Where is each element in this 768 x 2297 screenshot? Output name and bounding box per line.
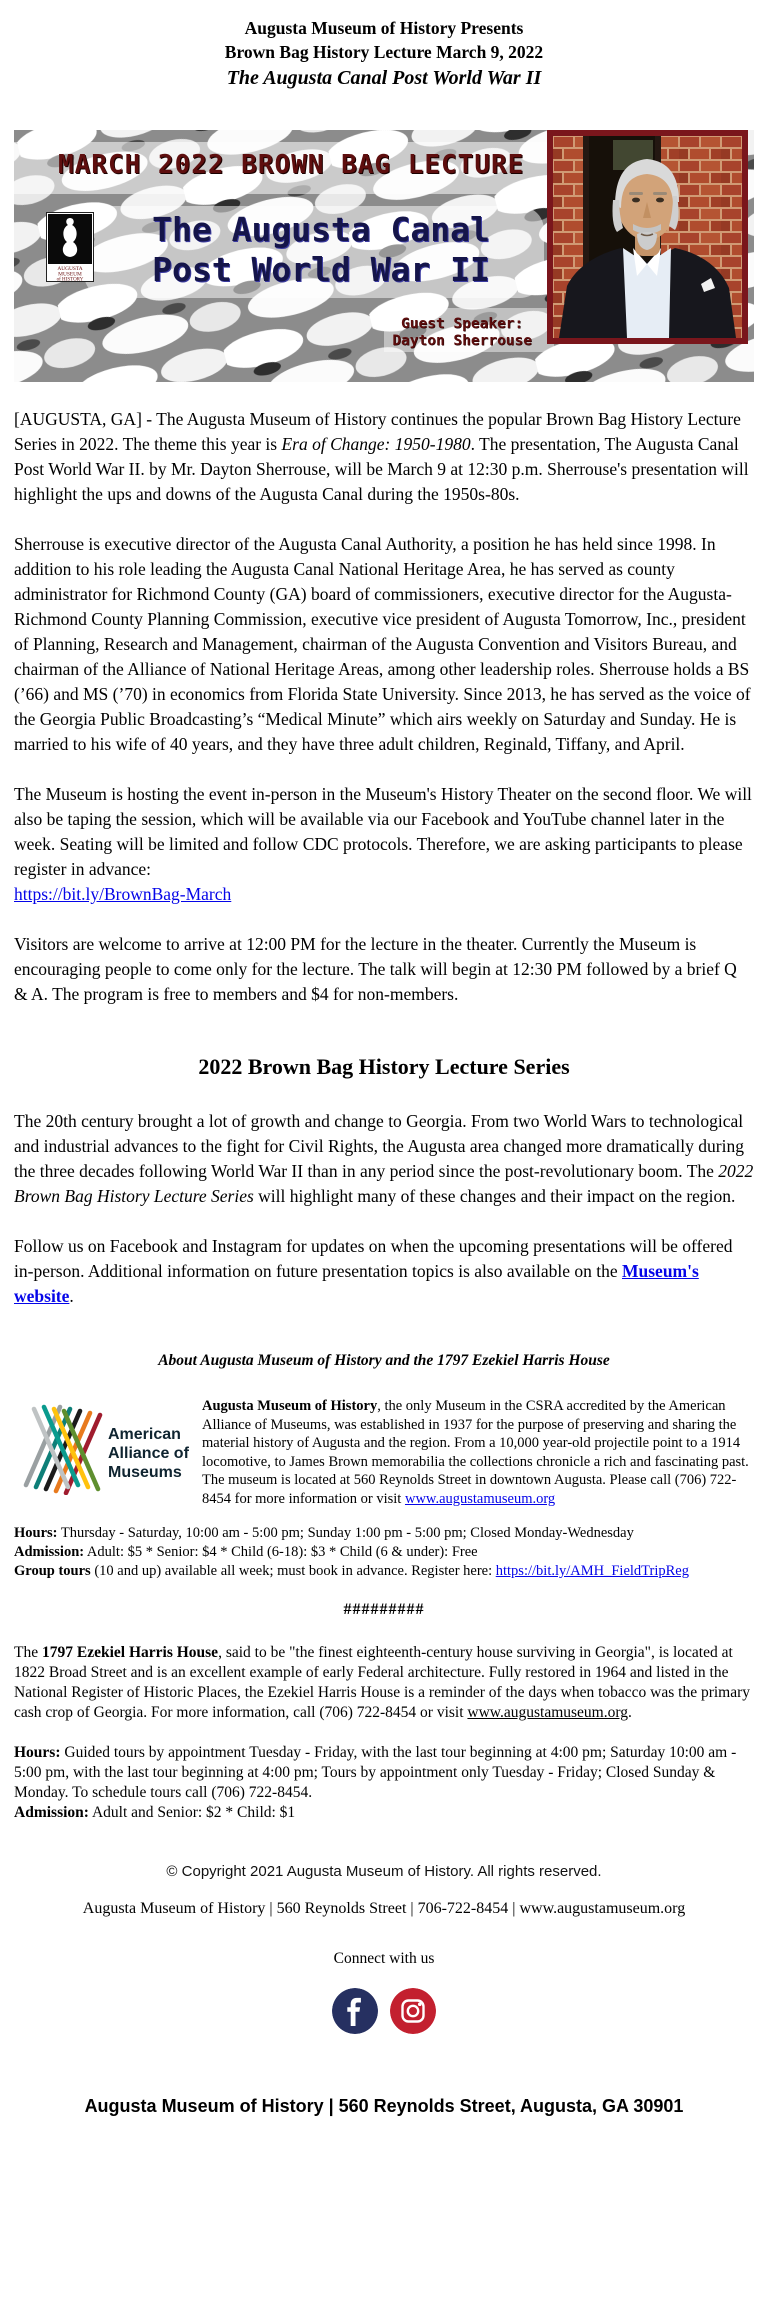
admission-text: Adult: $5 * Senior: $4 * Child (6-18): $3 * Child (6 & under): Free: [84, 1544, 478, 1560]
guest-speaker-label: Guest Speaker:: [401, 316, 524, 332]
harris-museum-url-link[interactable]: www.augustamuseum.org: [467, 1704, 628, 1721]
harris-hours-line: [14, 1743, 754, 1803]
museum-logo-line2: MUSEUM: [58, 271, 82, 278]
museum-admission-line: [14, 1543, 754, 1562]
harris-admission-text: Adult and Senior: $2 * Child: $1: [88, 1804, 296, 1821]
intro-paragraph-2: Sherrouse is executive director of the Augusta Canal Authority, a position he has held since 1998. In addition to his role leading the Augusta Canal National Heritage Area, he has served as county administrator for Richmond County (GA) board of commissioners, executive director for the Augusta-Richmond County Planning Commission, executive vice president of Augusta Tomorrow, Inc., president of Planning, Research and Management, chairman of the Augusta Convention and Visitors Bureau, and chairman of the Alliance of National Heritage Areas, among other leadership roles. Sherrouse holds a BS (’66) and MS (’70) in economics from Florida State University. Since 2013, he has served as the voice of the Georgia Public Broadcasting’s “Medical Minute” which airs weekly on Saturday and Sunday. He is married to his wife of 40 years, and they have three adult children, Reginald, Tiffany, and April.: [14, 534, 751, 754]
harris-text-post: .: [628, 1704, 632, 1721]
museum-group-tours-line: [14, 1562, 754, 1581]
banner-main-title-line2: Post World War II: [152, 250, 490, 289]
series-p1-italic: 2022 Brown Bag History Lecture Series: [14, 1161, 754, 1206]
section-divider: #########: [343, 1601, 425, 1618]
speaker-photo: [547, 130, 748, 344]
copyright-line: © Copyright 2021 Augusta Museum of History. All rights reserved.: [166, 1863, 602, 1880]
intro-paragraph-1: [14, 407, 754, 507]
hours-text: Thursday - Saturday, 10:00 am - 5:00 pm; Sunday 1:00 pm - 5:00 pm; Closed Monday-Wednesday: [57, 1525, 634, 1541]
harris-house-bold: 1797 Ezekiel Harris House: [41, 1644, 219, 1661]
harris-admission-label: Admission:: [14, 1804, 89, 1821]
museum-hours-block: [14, 1524, 754, 1581]
series-p2-text: Follow us on Facebook and Instagram for updates on when the upcoming presentations will be offered in-person. Additional information on future presentation topics is also available on the: [14, 1236, 733, 1281]
series-p1-text: The 20th century brought a lot of growth and change to Georgia. From two World Wars to technological and industrial advances to the fight for Civil Rights, the Augusta area changed more dramatically during the three decades following World War II than in any period since the post-revolutionary boom. The: [14, 1111, 744, 1181]
banner-main-title: [106, 210, 536, 290]
harris-text: , said to be "the finest eighteenth-century house surviving in Georgia", is located at 1822 Broad Street and is an excellent example of early Federal architecture. Fully restored in 1964 and listed in the National Register of Historic Places, the Ezekiel Harris House is a reminder of the days when tobacco was the primary cash crop of Georgia. For more information, call (706) 722-8454 or visit: [14, 1644, 751, 1721]
harris-hours-block: [14, 1743, 754, 1823]
about-museum-text: , the only Museum in the CSRA accredited by the American Alliance of Museums, was established in 1937 for the purpose of preserving and sharing the material history of Augusta and the region. From a 10,000 year-old projectile point to a 1914 locomotive, to James Brown memorabilia the collections chronicle a rich and fascinating past. The museum is located at 560 Reynolds Street in downtown Augusta. Please call (706) 722-8454 for more information or visit: [202, 1398, 749, 1507]
guest-speaker-caption: [392, 316, 532, 350]
hours-label: Hours:: [14, 1525, 58, 1541]
museum-hours-line: [14, 1524, 754, 1543]
harris-text-pre: The: [14, 1644, 42, 1661]
footer-address-line: Augusta Museum of History | 560 Reynolds Street, Augusta, GA 30901: [84, 2096, 684, 2116]
harris-house-paragraph: [14, 1643, 754, 1723]
aam-logo-line2: Alliance of: [108, 1445, 189, 1462]
p3-text: The Museum is hosting the event in-person in the Museum's History Theater on the second floor. We will also be taping the session, which will be available via our Facebook and YouTube channel later in the week. Seating will be limited and follow CDC protocols. Therefore, we are asking participants to please register in advance:: [14, 784, 752, 879]
intro-paragraph-4: Visitors are welcome to arrive at 12:00 PM for the lecture in the theater. Currently the Museum is encouraging people to come only for the lecture. The talk will begin at 12:30 PM followed by a brief Q & A. The program is free to members and $4 for non-members.: [14, 934, 737, 1004]
guest-speaker-name: Dayton Sherrouse: [392, 333, 532, 349]
about-museum-bold: Augusta Museum of History: [202, 1398, 378, 1414]
p1-text: [AUGUSTA, GA] - The Augusta Museum of History continues the popular Brown Bag History Lecture Series in 2022. The theme this year is: [14, 409, 741, 454]
augusta-museum-logo: [46, 212, 94, 282]
museum-logo-line1: AUGUSTA: [57, 266, 83, 272]
series-p2-text-after: .: [69, 1286, 74, 1306]
series-paragraph-1: [14, 1109, 754, 1209]
group-tours-text: (10 and up) available all week; must book in advance. Register here:: [90, 1563, 496, 1579]
intro-paragraph-3: [14, 782, 754, 907]
facebook-icon[interactable]: [332, 1988, 378, 2034]
series-paragraph-2: [14, 1234, 754, 1309]
social-icons-row: [0, 1988, 768, 2034]
p1-theme-italic: Era of Change: 1950-1980: [281, 434, 471, 454]
series-p1-text-after: will highlight many of these changes and their impact on the region.: [253, 1186, 736, 1206]
museum-url-link[interactable]: www.augustamuseum.org: [404, 1490, 556, 1507]
page-header: [0, 0, 768, 92]
instagram-icon[interactable]: [390, 1988, 436, 2034]
banner-main-title-line1: The Augusta Canal: [152, 210, 490, 249]
admission-label: Admission:: [14, 1544, 85, 1560]
museum-website-link[interactable]: Museum's website: [14, 1261, 699, 1306]
aam-logo-line1: American: [108, 1426, 181, 1443]
banner-top-title: MARCH 2022 BROWN BAG LECTURE: [58, 150, 525, 180]
p1-text-after: . The presentation, The Augusta Canal Post World War II. by Mr. Dayton Sherrouse, will be March 9 at 12:30 p.m. Sherrouse's presentation will highlight the ups and downs of the Augusta Canal during the 1950s-80s.: [14, 434, 749, 504]
harris-hours-text: Guided tours by appointment Tuesday - Friday, with the last tour beginning at 4:00 pm; Saturday 10:00 am - 5:00 pm, with the last tour beginning at 4:00 pm; Tours by appointment only Tuesday - Friday; Closed Sunday & Monday. To schedule tours call (706) 722-8454.: [14, 1744, 737, 1801]
connect-with-us-label: Connect with us: [333, 1950, 435, 1967]
american-alliance-museums-logo: [20, 1399, 192, 1495]
lecture-banner: [14, 130, 754, 382]
series-heading: 2022 Brown Bag History Lecture Series: [198, 1054, 570, 1079]
header-lecture-title: The Augusta Canal Post World War II: [226, 67, 542, 89]
header-lecture-date: Brown Bag History Lecture March 9, 2022: [224, 42, 544, 62]
harris-hours-label: Hours:: [14, 1744, 61, 1761]
header-presents: Augusta Museum of History Presents: [244, 18, 524, 38]
about-museum-block: [14, 1397, 754, 1508]
museum-logo-line3: of HISTORY: [56, 277, 84, 282]
group-tours-label: Group tours: [14, 1563, 91, 1579]
about-heading: About Augusta Museum of History and the 1797 Ezekiel Harris House: [158, 1352, 610, 1369]
footer-contact-line: Augusta Museum of History | 560 Reynolds Street | 706-722-8454 | www.augustamuseum.org: [82, 1900, 686, 1917]
field-trip-register-link[interactable]: https://bit.ly/AMH_FieldTripReg: [495, 1563, 689, 1579]
aam-logo-line3: Museums: [108, 1464, 182, 1481]
register-link[interactable]: https://bit.ly/BrownBag-March: [14, 884, 232, 904]
harris-admission-line: [14, 1803, 754, 1823]
